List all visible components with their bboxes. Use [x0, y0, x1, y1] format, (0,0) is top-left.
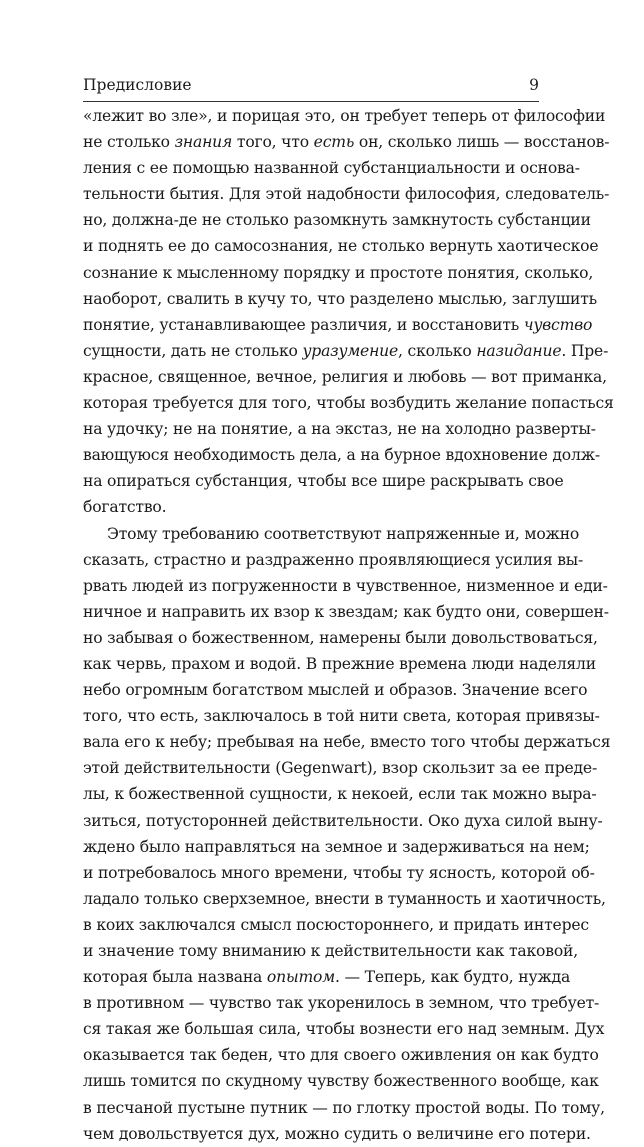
text-line [83, 233, 599, 259]
text-line [83, 442, 600, 468]
text-run: которая была названа [83, 968, 267, 987]
text-run: ся такая же большая сила, чтобы вознести его над земным. Дух [83, 1020, 605, 1039]
text-run: не столько [83, 133, 175, 152]
text-run: сущности, дать не столько [83, 341, 303, 360]
text-line [83, 834, 590, 860]
text-line [83, 364, 607, 390]
text-run: . Пре- [561, 341, 609, 360]
text-line [83, 1068, 599, 1094]
text-run: вала его к небу; пребывая на небе, вместо того чтобы держаться [83, 733, 611, 752]
text-run: которая требуется для того, чтобы возбудить желание попасться [83, 394, 614, 413]
text-line [83, 938, 578, 964]
text-line [83, 521, 580, 547]
text-run: того, что [232, 133, 314, 152]
text-run: сознание к мысленному порядку и простоте понятия, сколько, [83, 263, 594, 282]
text-line [83, 103, 606, 129]
text-line [83, 207, 591, 233]
text-line [83, 547, 584, 573]
text-run: как червь, прахом и водой. В прежние времена люди наделяли [83, 654, 596, 673]
emphasis: назидание [476, 341, 562, 360]
text-run: но, должна-де не столько разомкнуть замкнутость субстанции [83, 211, 591, 230]
text-line [83, 468, 564, 494]
page-number: 9 [529, 76, 539, 94]
text-line [83, 1121, 591, 1147]
text-run: ничное и направить их взор к звездам; как будто они, совершен- [83, 602, 609, 621]
text-run: , сколько [398, 341, 477, 360]
text-run: оказывается так беден, что для своего оживления он как будто [83, 1046, 599, 1065]
text-run: лишь томится по скудному чувству божественного вообще, как [83, 1072, 599, 1091]
text-run: красное, священное, вечное, религия и любовь — вот приманка, [83, 367, 607, 386]
text-line [83, 338, 609, 364]
text-run: чем довольствуется дух, можно судить о величине его потери. [83, 1124, 591, 1143]
text-line [83, 1095, 605, 1121]
text-line [83, 416, 596, 442]
text-run: тельности бытия. Для этой надобности философия, следователь- [83, 185, 610, 204]
text-line [83, 129, 610, 155]
paragraph [83, 521, 611, 1147]
text-run: рвать людей из погруженности в чувственное, низменное и еди- [83, 576, 608, 595]
text-run: но забывая о божественном, намерены были довольствоваться, [83, 628, 598, 647]
text-line [83, 912, 589, 938]
text-run: лы, к божественной сущности, к некоей, если так можно выра- [83, 785, 597, 804]
text-run: ладало только сверхземное, внести в туманность и хаотичность, [83, 889, 606, 908]
text-line [83, 808, 603, 834]
text-run: . — Теперь, как будто, нужда [334, 968, 571, 987]
text-line [83, 781, 597, 807]
text-line [83, 703, 600, 729]
text-run: наоборот, свалить в кучу то, что разделено мыслью, заглушить [83, 289, 597, 308]
emphasis: есть [313, 133, 355, 152]
text-run: понятие, устанавливающее различия, и восстановить [83, 315, 524, 334]
body-text [83, 103, 614, 1147]
text-line [83, 260, 594, 286]
text-run: и значение тому вниманию к действительности как таковой, [83, 942, 578, 960]
text-line [83, 573, 608, 599]
text-line [83, 729, 611, 755]
text-line [83, 755, 598, 781]
text-line [83, 312, 593, 338]
text-run: вающуюся необходимость дела, а на бурное вдохновение долж- [83, 446, 600, 465]
text-run: ления с ее помощью названной субстанциальности и основа- [83, 159, 580, 178]
text-line [83, 155, 580, 181]
text-run: и потребовалось много времени, чтобы ту ясность, которой об- [83, 863, 595, 882]
text-line [83, 651, 596, 677]
text-run: ждено было направляться на земное и задерживаться на нем; [83, 837, 590, 856]
running-header [83, 73, 539, 97]
text-line [83, 886, 606, 912]
text-run: «лежит во зле», и порицая это, он требует теперь от философии [83, 107, 606, 125]
emphasis: опытом [266, 968, 335, 987]
text-line [83, 494, 539, 520]
text-line [83, 964, 571, 990]
text-run: богатство. [83, 498, 167, 517]
text-line [83, 1042, 599, 1068]
text-run: в песчаной пустыне путник — по глотку простой воды. По тому, [83, 1098, 605, 1117]
text-line [83, 990, 600, 1016]
emphasis: чувство [523, 315, 593, 334]
text-line [83, 625, 598, 651]
chapter-title: Предисловие [83, 76, 192, 94]
text-run: сказать, страстно и раздраженно проявляющиеся усилия вы- [83, 550, 584, 569]
text-run: и поднять ее до самосознания, не столько вернуть хаотическое [83, 237, 599, 256]
emphasis: уразумение [302, 341, 399, 360]
text-run: зиться, потусторонней действительности. Око духа силой выну- [83, 811, 603, 830]
text-line [83, 390, 614, 416]
text-run: небо огромным богатством мыслей и образов. Значение всего [83, 681, 588, 700]
text-run: в противном — чувство так укоренилось в земном, что требует- [83, 994, 600, 1013]
text-run: того, что есть, заключалось в той нити света, которая привязы- [83, 707, 600, 726]
text-line [83, 1016, 605, 1042]
text-run: на опираться субстанция, чтобы все шире раскрывать свое [83, 472, 564, 491]
text-line [83, 599, 609, 625]
text-run: в коих заключался смысл посюстороннего, и придать интерес [83, 915, 589, 934]
text-run: этой действительности (Gegenwart), взор скользит за ее преде- [83, 759, 598, 778]
text-run: Этому требованию соответствуют напряженные и, можно [107, 524, 580, 543]
text-line [83, 286, 597, 312]
text-line [83, 860, 595, 886]
text-run: он, сколько лишь — восстанов- [354, 133, 610, 152]
header-rule [83, 101, 539, 102]
text-line [83, 181, 610, 207]
paragraph [83, 103, 614, 521]
emphasis: знания [174, 133, 233, 152]
text-run: на удочку; не на понятие, а на экстаз, не на холодно разверты- [83, 420, 596, 439]
text-line [83, 677, 588, 703]
